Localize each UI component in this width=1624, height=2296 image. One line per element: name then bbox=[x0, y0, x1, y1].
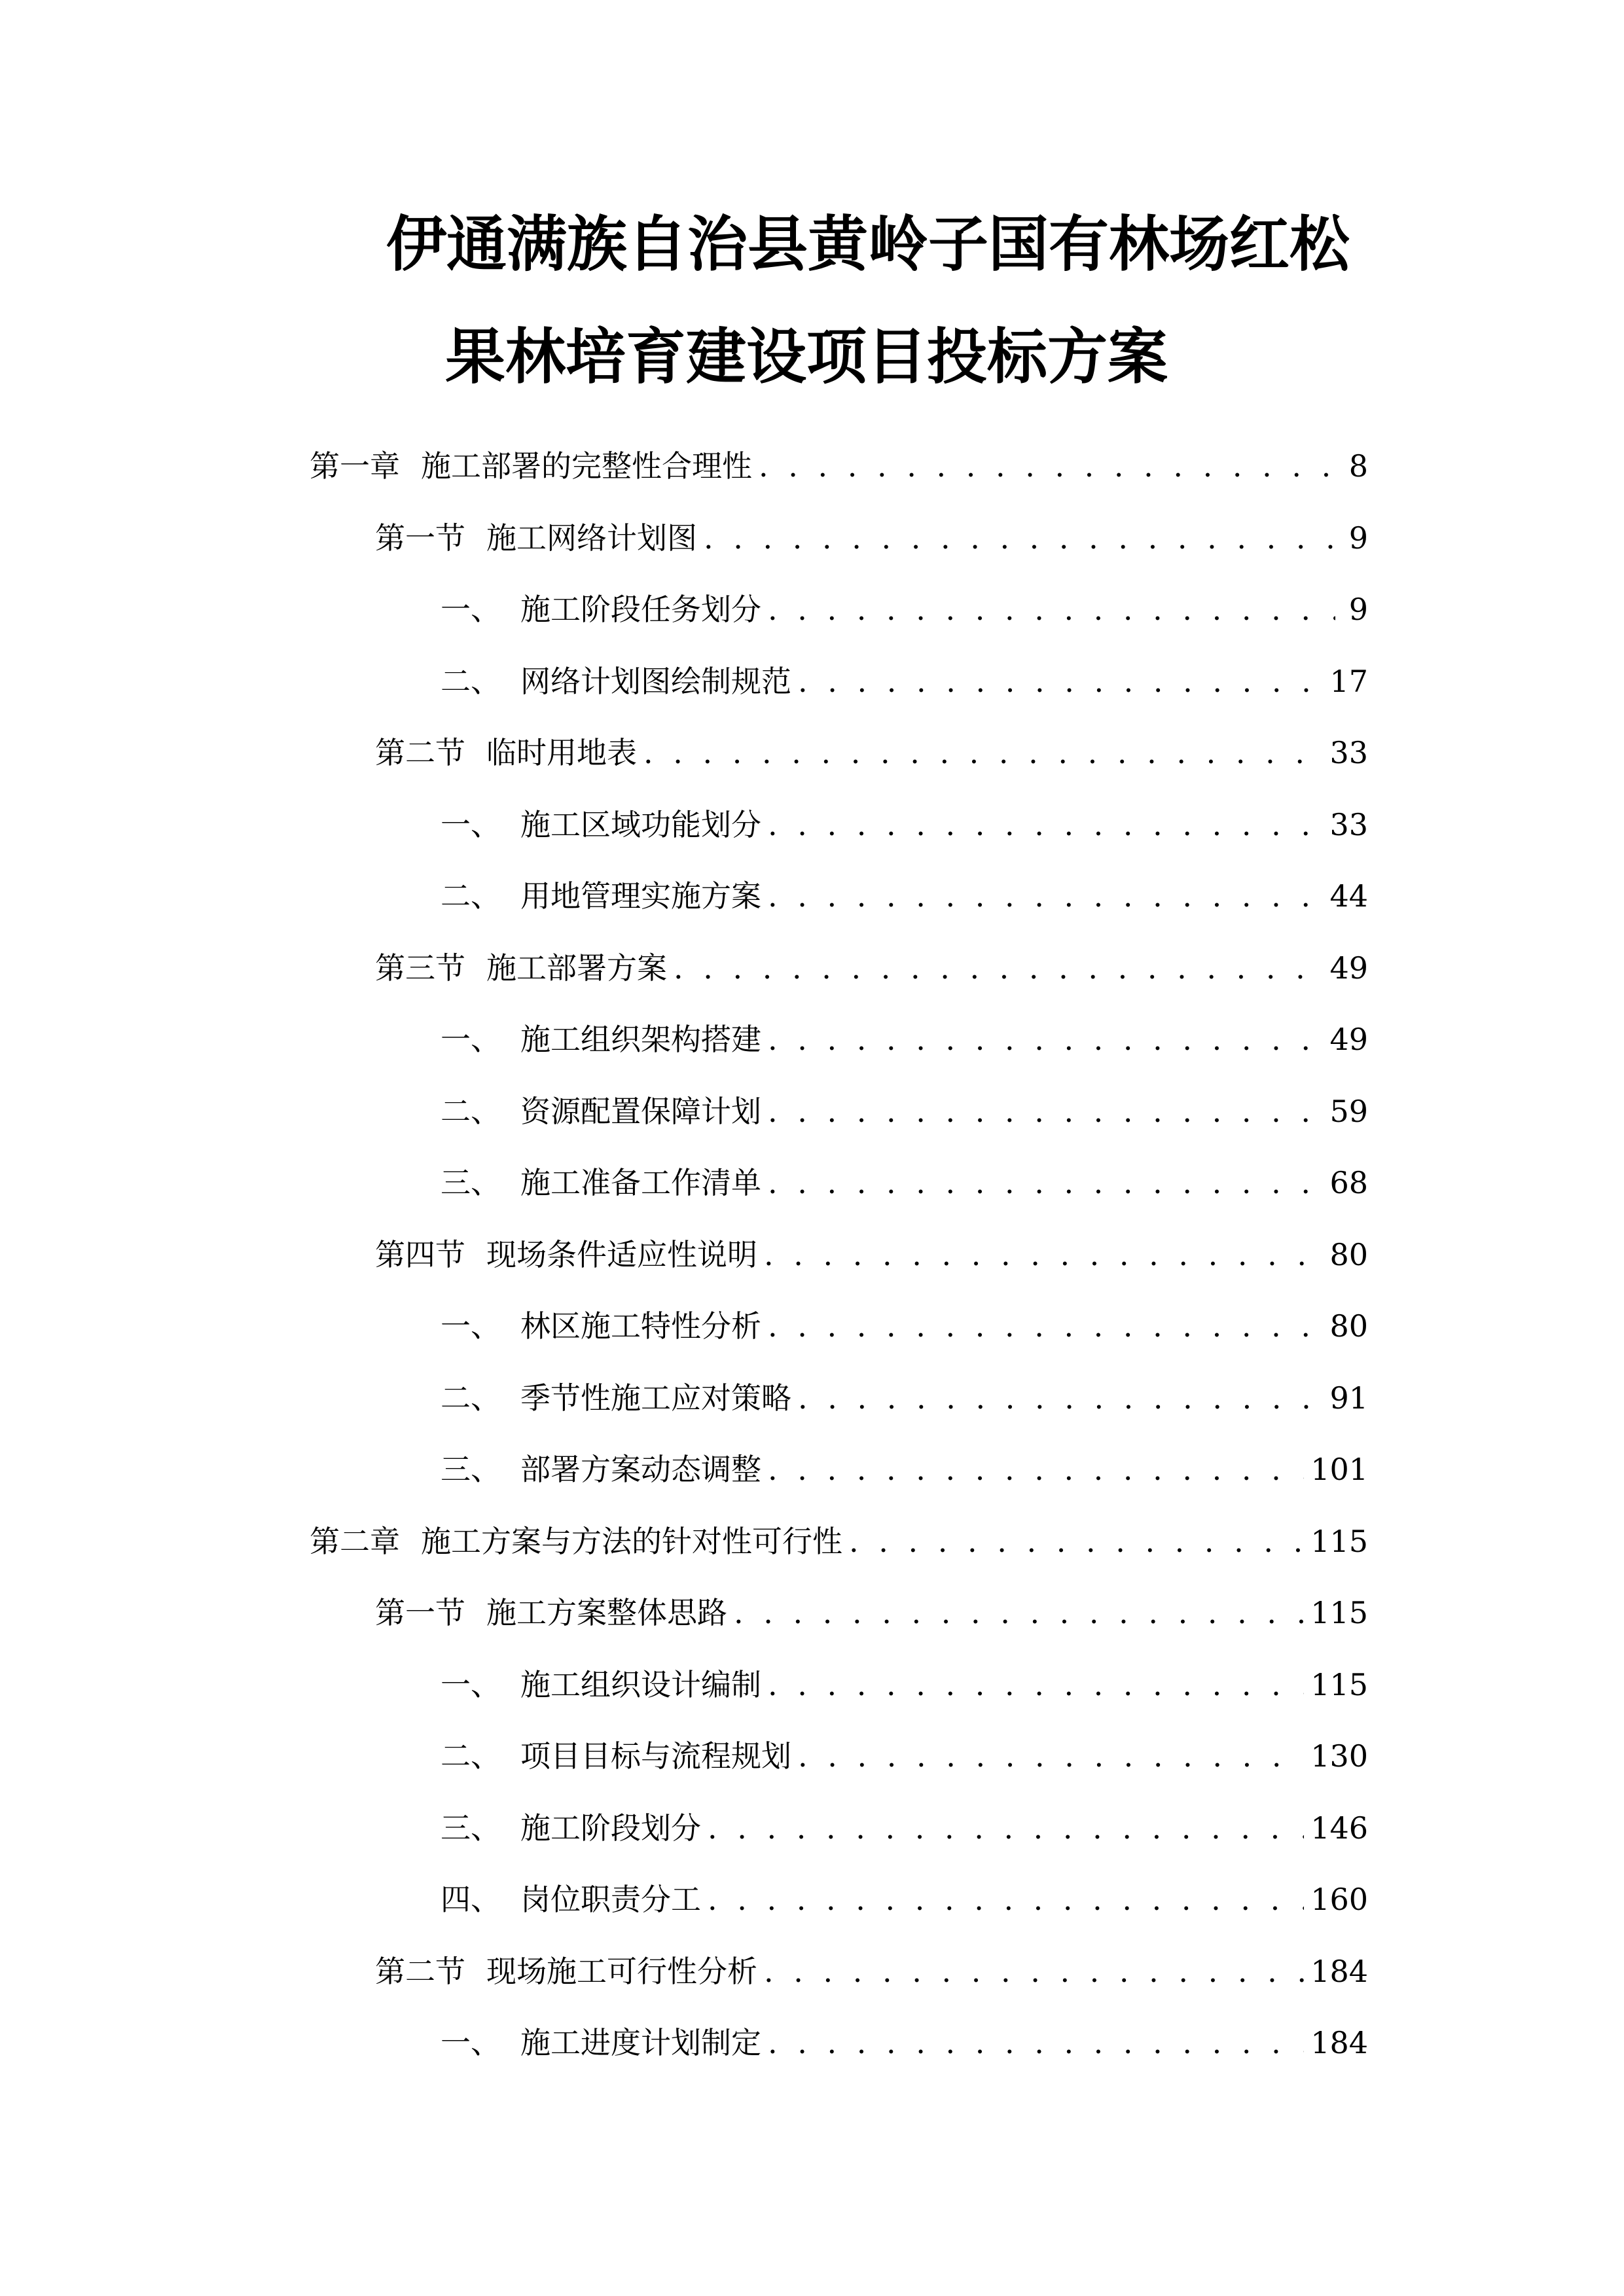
toc-entry-number: 二、 bbox=[441, 664, 501, 699]
toc-entry-page-number: 17 bbox=[1329, 664, 1368, 699]
toc-dot-leader bbox=[704, 512, 1335, 564]
toc-dot-leader bbox=[798, 655, 1323, 708]
toc-entry-title: 现场施工可行性分析 bbox=[486, 1954, 757, 1989]
toc-dot-leader bbox=[759, 440, 1335, 492]
toc-entry-title: 施工部署的完整性合理性 bbox=[421, 448, 752, 484]
toc-entry-page-number: 80 bbox=[1329, 1237, 1368, 1272]
toc-entry-page-number: 115 bbox=[1310, 1667, 1368, 1702]
toc-entry[interactable] bbox=[0, 942, 1368, 994]
toc-dot-leader bbox=[674, 942, 1323, 994]
toc-entry-title: 施工组织架构搭建 bbox=[520, 1022, 761, 1057]
toc-entry-number: 第二节 bbox=[375, 1954, 465, 1989]
toc-entry-number: 一、 bbox=[441, 592, 501, 627]
toc-entry-title: 季节性施工应对策略 bbox=[520, 1380, 791, 1416]
toc-entry-title: 用地管理实施方案 bbox=[520, 878, 761, 914]
toc-entry[interactable] bbox=[0, 1587, 1368, 1639]
toc-dot-leader bbox=[768, 583, 1335, 636]
toc-entry-number: 二、 bbox=[441, 1738, 501, 1774]
toc-entry-number: 第一节 bbox=[375, 520, 465, 556]
toc-dot-leader bbox=[768, 2017, 1304, 2069]
toc-entry-number: 第二章 bbox=[310, 1524, 400, 1559]
toc-entry-page-number: 115 bbox=[1310, 1595, 1368, 1630]
toc-entry-title: 施工阶段任务划分 bbox=[520, 592, 761, 627]
toc-entry[interactable] bbox=[0, 512, 1368, 564]
toc-entry[interactable] bbox=[0, 1300, 1368, 1352]
toc-entry-title: 施工网络计划图 bbox=[486, 520, 697, 556]
toc-entry-number: 二、 bbox=[441, 878, 501, 914]
toc-entry[interactable] bbox=[0, 1229, 1368, 1281]
toc-entry-number: 四、 bbox=[441, 1882, 501, 1917]
toc-entry-title: 网络计划图绘制规范 bbox=[520, 664, 791, 699]
toc-entry-title: 林区施工特性分析 bbox=[520, 1308, 761, 1344]
toc-entry-number: 三、 bbox=[441, 1165, 501, 1200]
toc-dot-leader bbox=[768, 1085, 1323, 1138]
toc-dot-leader bbox=[764, 1945, 1304, 1998]
toc-entry-number: 第二节 bbox=[375, 735, 465, 770]
toc-entry-page-number: 9 bbox=[1348, 520, 1368, 556]
toc-entry-page-number: 130 bbox=[1310, 1738, 1368, 1774]
toc-entry-number: 一、 bbox=[441, 1667, 501, 1702]
toc-dot-leader bbox=[764, 1229, 1323, 1281]
toc-entry[interactable] bbox=[0, 1515, 1368, 1568]
toc-entry[interactable] bbox=[0, 870, 1368, 922]
document-title-line-1: 伊通满族自治县黄岭子国有林场红松 bbox=[386, 209, 1350, 279]
toc-dot-leader bbox=[798, 1730, 1304, 1782]
toc-entry-page-number: 33 bbox=[1329, 807, 1368, 842]
toc-entry-page-number: 101 bbox=[1310, 1452, 1368, 1487]
toc-dot-leader bbox=[849, 1515, 1304, 1568]
toc-entry-title: 施工方案整体思路 bbox=[486, 1595, 727, 1630]
toc-entry-page-number: 9 bbox=[1348, 592, 1368, 627]
toc-entry[interactable] bbox=[0, 1945, 1368, 1998]
toc-entry[interactable] bbox=[0, 655, 1368, 708]
toc-dot-leader bbox=[768, 1443, 1304, 1496]
toc-entry[interactable] bbox=[0, 2017, 1368, 2069]
toc-entry-number: 第四节 bbox=[375, 1237, 465, 1272]
toc-entry-number: 第三节 bbox=[375, 950, 465, 986]
toc-entry-title: 项目目标与流程规划 bbox=[520, 1738, 791, 1774]
toc-entry-number: 一、 bbox=[441, 1022, 501, 1057]
toc-entry-number: 二、 bbox=[441, 1380, 501, 1416]
toc-entry[interactable] bbox=[0, 1730, 1368, 1782]
toc-entry-title: 施工准备工作清单 bbox=[520, 1165, 761, 1200]
toc-entry-title: 现场条件适应性说明 bbox=[486, 1237, 757, 1272]
toc-entry-page-number: 184 bbox=[1310, 2025, 1368, 2060]
toc-entry-title: 施工阶段划分 bbox=[520, 1810, 701, 1846]
toc-dot-leader bbox=[798, 1372, 1323, 1424]
toc-entry-title: 施工部署方案 bbox=[486, 950, 667, 986]
toc-entry-title: 资源配置保障计划 bbox=[520, 1094, 761, 1129]
toc-entry[interactable] bbox=[0, 1659, 1368, 1711]
toc-entry-page-number: 91 bbox=[1329, 1380, 1368, 1416]
toc-entry-title: 施工进度计划制定 bbox=[520, 2025, 761, 2060]
toc-entry-page-number: 68 bbox=[1329, 1165, 1368, 1200]
toc-dot-leader bbox=[768, 1659, 1304, 1711]
toc-entry-number: 一、 bbox=[441, 807, 501, 842]
toc-entry-page-number: 44 bbox=[1329, 878, 1368, 914]
toc-entry[interactable] bbox=[0, 583, 1368, 636]
document-title-line-2: 果林培育建设项目投标方案 bbox=[445, 321, 1168, 392]
toc-entry[interactable] bbox=[0, 1802, 1368, 1854]
toc-entry-number: 一、 bbox=[441, 1308, 501, 1344]
toc-dot-leader bbox=[768, 1300, 1323, 1352]
toc-entry[interactable] bbox=[0, 798, 1368, 851]
toc-entry-page-number: 184 bbox=[1310, 1954, 1368, 1989]
toc-entry-title: 部署方案动态调整 bbox=[520, 1452, 761, 1487]
toc-entry-page-number: 80 bbox=[1329, 1308, 1368, 1344]
toc-entry[interactable] bbox=[0, 1157, 1368, 1209]
toc-entry-page-number: 115 bbox=[1310, 1524, 1368, 1559]
toc-dot-leader bbox=[768, 798, 1323, 851]
toc-entry[interactable] bbox=[0, 1372, 1368, 1424]
toc-dot-leader bbox=[643, 726, 1323, 779]
toc-entry-page-number: 8 bbox=[1348, 448, 1368, 484]
toc-entry-number: 第一章 bbox=[310, 448, 400, 484]
toc-entry-page-number: 49 bbox=[1329, 950, 1368, 986]
toc-entry[interactable] bbox=[0, 1085, 1368, 1138]
toc-dot-leader bbox=[768, 1157, 1323, 1209]
toc-entry-title: 施工区域功能划分 bbox=[520, 807, 761, 842]
toc-entry[interactable] bbox=[0, 1013, 1368, 1066]
toc-entry-number: 一、 bbox=[441, 2025, 501, 2060]
toc-entry[interactable] bbox=[0, 726, 1368, 779]
toc-entry-title: 临时用地表 bbox=[486, 735, 637, 770]
toc-entry-number: 三、 bbox=[441, 1452, 501, 1487]
toc-entry-number: 二、 bbox=[441, 1094, 501, 1129]
toc-entry-title: 施工组织设计编制 bbox=[520, 1667, 761, 1702]
toc-entry[interactable] bbox=[0, 1873, 1368, 1926]
toc-entry-page-number: 146 bbox=[1310, 1810, 1368, 1846]
toc-entry-title: 施工方案与方法的针对性可行性 bbox=[421, 1524, 842, 1559]
toc-entry-page-number: 59 bbox=[1329, 1094, 1368, 1129]
toc-entry[interactable] bbox=[0, 440, 1368, 492]
toc-entry[interactable] bbox=[0, 1443, 1368, 1496]
toc-dot-leader bbox=[768, 870, 1323, 922]
toc-entry-number: 第一节 bbox=[375, 1595, 465, 1630]
toc-entry-page-number: 33 bbox=[1329, 735, 1368, 770]
toc-dot-leader bbox=[768, 1013, 1323, 1066]
toc-dot-leader bbox=[708, 1802, 1304, 1854]
toc-entry-title: 岗位职责分工 bbox=[520, 1882, 701, 1917]
toc-dot-leader bbox=[708, 1873, 1304, 1926]
toc-entry-page-number: 160 bbox=[1310, 1882, 1368, 1917]
toc-dot-leader bbox=[734, 1587, 1304, 1639]
toc-entry-number: 三、 bbox=[441, 1810, 501, 1846]
toc-entry-page-number: 49 bbox=[1329, 1022, 1368, 1057]
